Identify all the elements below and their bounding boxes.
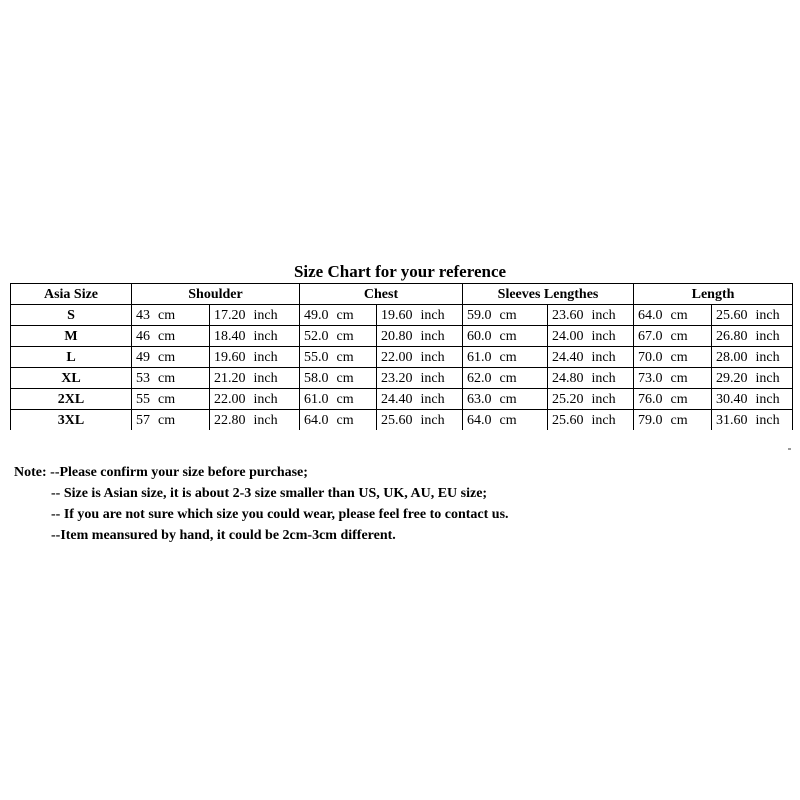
length-inch-cell xyxy=(712,305,793,326)
shoulder-cm-cell xyxy=(132,305,210,326)
measure-unit: cm xyxy=(336,412,354,428)
measure-value: 25.20 xyxy=(552,391,584,407)
measure-value: 26.80 xyxy=(716,328,748,344)
measure-value: 31.60 xyxy=(716,412,748,428)
measure-value: 21.20 xyxy=(214,370,246,386)
note-line-3: -- If you are not sure which size you could wear, please feel free to contact us. xyxy=(51,507,509,522)
measure-unit: inch xyxy=(420,391,445,407)
measure-value: 61.0 xyxy=(304,391,329,407)
measure-unit: cm xyxy=(158,370,176,386)
size-label-cell: 2XL xyxy=(11,389,132,410)
measure-unit: cm xyxy=(499,412,517,428)
measure-unit: cm xyxy=(670,370,688,386)
measure-value: 62.0 xyxy=(467,370,492,386)
sleeve-cm-cell xyxy=(463,410,548,431)
measure-unit: cm xyxy=(499,328,517,344)
shoulder-inch-cell xyxy=(210,326,300,347)
size-label-cell: XL xyxy=(11,368,132,389)
measure-value: 61.0 xyxy=(467,349,492,365)
measure-value: 67.0 xyxy=(638,328,663,344)
length-cm-cell xyxy=(634,326,712,347)
chest-inch-cell xyxy=(377,389,463,410)
measure-unit: cm xyxy=(158,307,176,323)
chest-inch-cell xyxy=(377,410,463,431)
measure-unit: inch xyxy=(755,349,780,365)
length-cm-cell xyxy=(634,347,712,368)
table-row xyxy=(11,326,793,347)
shoulder-cm-cell xyxy=(132,410,210,431)
size-chart-table xyxy=(10,283,793,430)
measure-unit: inch xyxy=(591,412,616,428)
measure-value: 23.20 xyxy=(381,370,413,386)
measure-value: 24.40 xyxy=(381,391,413,407)
measure-unit: inch xyxy=(253,391,278,407)
measure-unit: cm xyxy=(158,328,176,344)
header-row xyxy=(11,284,793,305)
measure-unit: cm xyxy=(670,328,688,344)
measure-unit: inch xyxy=(591,349,616,365)
chart-title: Size Chart for your reference xyxy=(293,262,507,281)
shoulder-inch-cell xyxy=(210,389,300,410)
length-inch-cell xyxy=(712,326,793,347)
measure-value: 63.0 xyxy=(467,391,492,407)
measure-value: 52.0 xyxy=(304,328,329,344)
measure-unit: cm xyxy=(670,307,688,323)
header-length: Length xyxy=(634,284,793,305)
measure-value: 73.0 xyxy=(638,370,663,386)
stray-mark xyxy=(788,448,791,450)
measure-unit: cm xyxy=(158,412,176,428)
length-cm-cell xyxy=(634,305,712,326)
measure-unit: inch xyxy=(420,412,445,428)
measure-unit: cm xyxy=(499,391,517,407)
chest-inch-cell xyxy=(377,368,463,389)
measure-unit: inch xyxy=(755,328,780,344)
sleeve-inch-cell xyxy=(548,326,634,347)
measure-value: 76.0 xyxy=(638,391,663,407)
measure-value: 55.0 xyxy=(304,349,329,365)
chest-cm-cell xyxy=(300,305,377,326)
measure-unit: cm xyxy=(670,391,688,407)
measure-value: 57 xyxy=(136,412,150,428)
length-cm-cell xyxy=(634,410,712,431)
chest-cm-cell xyxy=(300,410,377,431)
sleeve-inch-cell xyxy=(548,368,634,389)
measure-value: 43 xyxy=(136,307,150,323)
length-inch-cell xyxy=(712,368,793,389)
measure-unit: cm xyxy=(670,412,688,428)
note-line-1 xyxy=(14,462,509,483)
measure-value: 25.60 xyxy=(716,307,748,323)
measure-value: 22.00 xyxy=(214,391,246,407)
table-row xyxy=(11,305,793,326)
chest-inch-cell xyxy=(377,305,463,326)
measure-unit: inch xyxy=(253,412,278,428)
measure-unit: cm xyxy=(336,391,354,407)
measure-value: 25.60 xyxy=(381,412,413,428)
measure-value: 70.0 xyxy=(638,349,663,365)
measure-value: 25.60 xyxy=(552,412,584,428)
size-label-cell: L xyxy=(11,347,132,368)
measure-value: 30.40 xyxy=(716,391,748,407)
chest-cm-cell xyxy=(300,326,377,347)
measure-value: 29.20 xyxy=(716,370,748,386)
measure-unit: inch xyxy=(755,370,780,386)
measure-unit: inch xyxy=(591,328,616,344)
sleeve-cm-cell xyxy=(463,326,548,347)
measure-value: 58.0 xyxy=(304,370,329,386)
measure-unit: cm xyxy=(158,349,176,365)
measure-unit: cm xyxy=(499,370,517,386)
chest-cm-cell xyxy=(300,347,377,368)
measure-unit: inch xyxy=(253,370,278,386)
measure-value: 60.0 xyxy=(467,328,492,344)
shoulder-cm-cell xyxy=(132,368,210,389)
note-line-2: -- Size is Asian size, it is about 2-3 size smaller than US, UK, AU, EU size; xyxy=(51,486,488,501)
measure-value: 49.0 xyxy=(304,307,329,323)
header-chest: Chest xyxy=(300,284,463,305)
measure-unit: inch xyxy=(420,349,445,365)
length-cm-cell xyxy=(634,368,712,389)
chest-cm-cell xyxy=(300,368,377,389)
note-block xyxy=(14,462,509,546)
measure-unit: inch xyxy=(420,307,445,323)
measure-value: 46 xyxy=(136,328,150,344)
measure-unit: inch xyxy=(420,328,445,344)
header-asia-size: Asia Size xyxy=(11,284,132,305)
shoulder-inch-cell xyxy=(210,368,300,389)
measure-value: 22.00 xyxy=(381,349,413,365)
shoulder-inch-cell xyxy=(210,347,300,368)
table-row xyxy=(11,368,793,389)
sleeve-cm-cell xyxy=(463,368,548,389)
table-row xyxy=(11,389,793,410)
note-line-4: --Item meansured by hand, it could be 2cm-3cm different. xyxy=(51,528,396,543)
chest-inch-cell xyxy=(377,347,463,368)
sleeve-cm-cell xyxy=(463,347,548,368)
measure-unit: cm xyxy=(158,391,176,407)
shoulder-cm-cell xyxy=(132,389,210,410)
measure-value: 79.0 xyxy=(638,412,663,428)
measure-value: 64.0 xyxy=(467,412,492,428)
chest-cm-cell xyxy=(300,389,377,410)
measure-value: 23.60 xyxy=(552,307,584,323)
measure-value: 19.60 xyxy=(214,349,246,365)
measure-value: 19.60 xyxy=(381,307,413,323)
sleeve-cm-cell xyxy=(463,389,548,410)
length-inch-cell xyxy=(712,389,793,410)
measure-value: 18.40 xyxy=(214,328,246,344)
measure-unit: cm xyxy=(499,307,517,323)
measure-value: 59.0 xyxy=(467,307,492,323)
measure-unit: inch xyxy=(253,328,278,344)
length-inch-cell xyxy=(712,347,793,368)
size-label-cell: S xyxy=(11,305,132,326)
measure-unit: inch xyxy=(755,307,780,323)
measure-value: 49 xyxy=(136,349,150,365)
measure-unit: cm xyxy=(336,328,354,344)
table-row xyxy=(11,410,793,431)
measure-unit: cm xyxy=(499,349,517,365)
measure-unit: inch xyxy=(253,349,278,365)
sleeve-cm-cell xyxy=(463,305,548,326)
measure-unit: cm xyxy=(336,349,354,365)
note-text-1: --Please confirm your size before purchase; xyxy=(50,465,308,480)
measure-value: 24.80 xyxy=(552,370,584,386)
measure-value: 53 xyxy=(136,370,150,386)
table-body xyxy=(11,305,793,431)
measure-unit: cm xyxy=(336,370,354,386)
measure-value: 55 xyxy=(136,391,150,407)
header-sleeves-length: Sleeves Lengthes xyxy=(463,284,634,305)
length-inch-cell xyxy=(712,410,793,431)
measure-value: 17.20 xyxy=(214,307,246,323)
measure-unit: cm xyxy=(336,307,354,323)
shoulder-cm-cell xyxy=(132,347,210,368)
measure-unit: inch xyxy=(420,370,445,386)
shoulder-cm-cell xyxy=(132,326,210,347)
measure-unit: inch xyxy=(591,370,616,386)
note-label: Note: xyxy=(14,465,47,480)
measure-unit: inch xyxy=(755,391,780,407)
sleeve-inch-cell xyxy=(548,305,634,326)
size-label-cell: M xyxy=(11,326,132,347)
measure-value: 20.80 xyxy=(381,328,413,344)
measure-unit: cm xyxy=(670,349,688,365)
size-label-cell: 3XL xyxy=(11,410,132,431)
chest-inch-cell xyxy=(377,326,463,347)
measure-unit: inch xyxy=(591,307,616,323)
shoulder-inch-cell xyxy=(210,410,300,431)
measure-value: 64.0 xyxy=(304,412,329,428)
sleeve-inch-cell xyxy=(548,410,634,431)
sleeve-inch-cell xyxy=(548,389,634,410)
measure-value: 28.00 xyxy=(716,349,748,365)
measure-unit: inch xyxy=(755,412,780,428)
measure-unit: inch xyxy=(253,307,278,323)
length-cm-cell xyxy=(634,389,712,410)
sleeve-inch-cell xyxy=(548,347,634,368)
header-shoulder: Shoulder xyxy=(132,284,300,305)
measure-value: 22.80 xyxy=(214,412,246,428)
measure-value: 24.00 xyxy=(552,328,584,344)
table-row xyxy=(11,347,793,368)
shoulder-inch-cell xyxy=(210,305,300,326)
measure-value: 24.40 xyxy=(552,349,584,365)
measure-unit: inch xyxy=(591,391,616,407)
measure-value: 64.0 xyxy=(638,307,663,323)
